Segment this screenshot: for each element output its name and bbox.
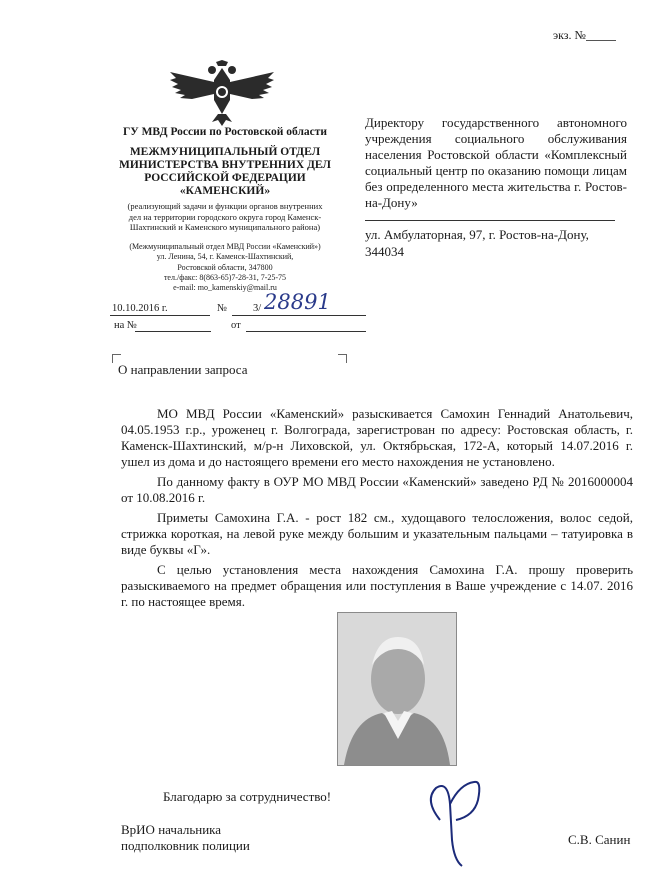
body-paragraph: Приметы Самохина Г.А. - рост 182 см., худощавого телосложения, волос седой, стрижка короткая, на левой руке между большим и указательным пальцами – татуировка в виде буквы «Г». xyxy=(121,510,633,557)
signatory-name: С.В. Санин xyxy=(568,832,631,847)
department-line: «КАМЕНСКИЙ» xyxy=(179,185,271,197)
contact-line: ул. Ленина, 54, г. Каменск-Шахтинский, xyxy=(156,252,294,262)
outgoing-number-prefix: 3/ xyxy=(253,303,262,314)
address-line: 344034 xyxy=(365,244,404,259)
body-paragraph: МО МВД России «Каменский» разыскивается Самохин Геннадий Анатольевич, 04.05.1953 г.р., уроженец г. Волгограда, зарегистрован по адресу: Ростовская область, г. Каменск-Шахтинский, м/р-н Лиховской, ул. Октябрьская, 172-А, который 14.07.2016 г. ушел из дома и до настоящего времени его место нахождения не установлено. xyxy=(121,406,633,469)
signatory-position: ВрИО начальника xyxy=(121,822,222,837)
department-line: МИНИСТЕРСТВА ВНУТРЕННИХ ДЕЛ xyxy=(118,159,332,171)
body-paragraph: По данному факту в ОУР МО МВД России «Каменский» заведено РД № 2016000004 от 10.08.2016 г. xyxy=(121,474,633,505)
outgoing-number-label: № xyxy=(217,303,228,314)
signatory-rank: подполковник полиции xyxy=(121,838,250,853)
note-line: Шахтинский и Каменского муниципального района) xyxy=(129,222,321,232)
subject-line: О направлении запроса xyxy=(118,362,248,377)
contact-line: тел./факс: 8(863-65)7-28-31, 7-25-75 xyxy=(163,272,287,282)
double-headed-eagle-emblem-icon xyxy=(168,60,276,126)
letter-body xyxy=(121,406,633,614)
incoming-number-label: на № xyxy=(114,320,137,331)
ministry-name: ГУ МВД России по Ростовской области xyxy=(122,126,328,138)
missing-person-photo xyxy=(337,612,457,766)
date-underline xyxy=(110,315,210,316)
body-paragraph: С целью установления места нахождения Самохина Г.А. прошу проверить разыскиваемого на предмет обращения или поступления в Ваше учреждение с 14.07. 2016 г. по настоящее время. xyxy=(121,562,633,609)
contact-line: Ростовской области, 347800 xyxy=(177,262,273,272)
outgoing-date: 10.10.2016 г. xyxy=(112,303,168,314)
sender-contacts xyxy=(100,242,350,293)
recipient-address xyxy=(365,226,630,260)
contact-line: (Межмуниципальный отдел МВД России «Каменский») xyxy=(129,242,321,251)
subject-corner-right xyxy=(338,354,347,363)
handwritten-signature-icon xyxy=(420,770,490,870)
portrait-silhouette-icon xyxy=(338,613,456,765)
department-name xyxy=(100,146,350,198)
note-line: (реализующий задачи и функции органов внутренних xyxy=(127,201,323,211)
address-line: ул. Амбулаторная, 97, г. Ростов-на-Дону, xyxy=(365,227,589,242)
closing-thanks: Благодарю за сотрудничество! xyxy=(163,789,332,804)
contact-line: e-mail: mo_kamenskiy@mail.ru xyxy=(173,283,277,293)
copy-number-label: экз. № xyxy=(552,28,586,42)
incoming-date-label: от xyxy=(231,320,241,331)
recipient-divider xyxy=(365,220,615,221)
incoming-date-line xyxy=(246,331,366,332)
note-line: дел на территории городского округа город Каменск- xyxy=(128,211,322,222)
copy-number-line xyxy=(586,40,616,41)
department-line: МЕЖМУНИЦИПАЛЬНЫЙ ОТДЕЛ xyxy=(129,146,321,158)
recipient-block: Директору государственного автономного учреждения социального обслуживания населения Ростовской области «Комплексный социальный центр по оказанию помощи лицам без определенного места жительства г. Ростов-на-Дону» xyxy=(365,115,627,210)
incoming-number-line xyxy=(135,331,211,332)
number-underline xyxy=(232,315,366,316)
department-note xyxy=(100,201,350,233)
department-line: РОССИЙСКОЙ ФЕДЕРАЦИИ xyxy=(144,172,306,184)
outgoing-number-handwritten: 28891 xyxy=(264,290,331,314)
